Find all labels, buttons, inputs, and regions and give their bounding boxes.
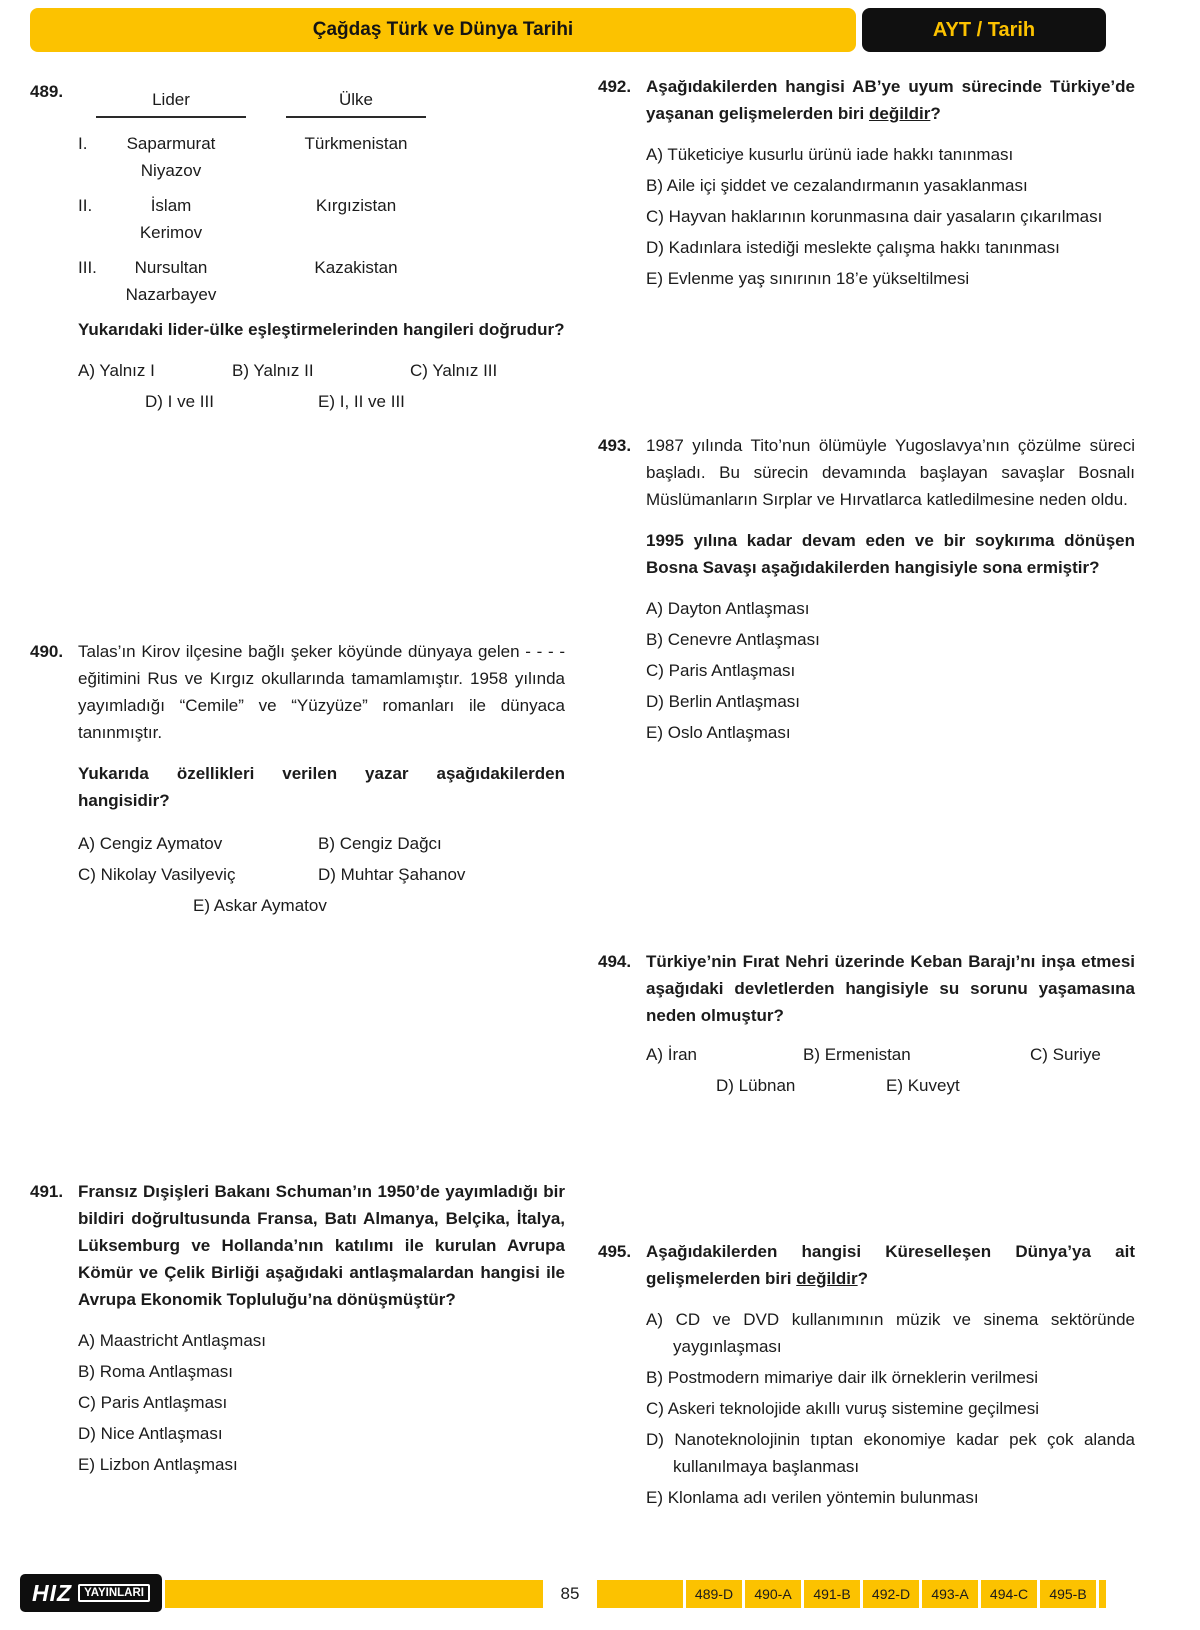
- page-number: 85: [543, 1580, 597, 1608]
- option-e: E) Askar Aymatov: [193, 896, 327, 915]
- question-number: 493.: [598, 436, 632, 455]
- question-text: [646, 1238, 1135, 1292]
- options-row: [78, 861, 565, 888]
- question-text: Türkiye’nin Fırat Nehri üzerinde Keban Barajı’nı inşa etmesi aşağıdaki devletlerden hangisiyle su sorunu yaşamasına neden olmuştur?: [646, 952, 1135, 1025]
- question-text-pre: Aşağıdakilerden hangisi Küreselleşen Dünya’ya ait gelişmelerden biri: [646, 1242, 1135, 1288]
- option-b: B) Cengiz Dağcı: [318, 834, 442, 853]
- question-490: [30, 638, 565, 919]
- options-row: [78, 830, 565, 857]
- question-number: 490.: [30, 642, 64, 661]
- exam-type-badge: [862, 8, 1106, 52]
- answer-key-entry: 489-D: [686, 1580, 742, 1608]
- option-c: C) Askeri teknolojide akıllı vuruş sistemine geçilmesi: [646, 1399, 1040, 1418]
- question-489: [30, 78, 565, 415]
- question-493: [598, 432, 1135, 746]
- question-491: [30, 1178, 565, 1478]
- question-number: 489.: [30, 82, 64, 101]
- question-number: 494.: [598, 952, 632, 971]
- option-b: B) Postmodern mimariye dair ilk örneklerin verilmesi: [646, 1368, 1039, 1387]
- question-text: Fransız Dışişleri Bakanı Schuman’ın 1950’de yayımladığı bir bildiri doğrultusunda Fransa, Batı Almanya, Belçika, İtalya, Lüksemburg ve Hollanda’nın katılımı ile kurulan Avrupa Kömür ve Çelik Birliği aşağıdaki antlaşmalardan hangisi ile Avrupa Ekonomik Topluluğu’na dönüşmüştür?: [78, 1182, 565, 1309]
- question-underlined-word: değildir: [868, 104, 931, 123]
- option-b: B) Aile içi şiddet ve cezalandırmanın yasaklanması: [646, 176, 1028, 195]
- question-text-pre: Aşağıdakilerden hangisi AB’ye uyum sürecinde Türkiye’de yaşanan gelişmelerden biri: [646, 77, 1135, 123]
- options-list: [646, 141, 1135, 292]
- options-row: [78, 892, 565, 919]
- leader-last-name: Nazarbayev: [125, 285, 217, 304]
- options-row: [646, 1041, 1135, 1068]
- question-body: [78, 86, 565, 415]
- option-e: E) Lizbon Antlaşması: [78, 1455, 238, 1474]
- header-title: Çağdaş Türk ve Dünya Tarihi: [312, 19, 574, 40]
- option-a: A) Maastricht Antlaşması: [78, 1331, 267, 1350]
- option-d: D) I ve III: [145, 392, 214, 411]
- option-b: B) Cenevre Antlaşması: [646, 630, 820, 649]
- question-text: Yukarıda özellikleri verilen yazar aşağıdakilerden hangisidir?: [78, 764, 565, 810]
- option-a: A) Yalnız I: [78, 361, 155, 380]
- question-text: 1995 yılına kadar devam eden ve bir soykırıma dönüşen Bosna Savaşı aşağıdakilerden hangisiyle sona ermiştir?: [646, 531, 1135, 577]
- answer-key-entry: 494-C: [981, 1580, 1037, 1608]
- leader-last-name: Kerimov: [139, 223, 203, 242]
- option-e: E) Oslo Antlaşması: [646, 723, 791, 742]
- question-number: 491.: [30, 1182, 64, 1201]
- question-number: 495.: [598, 1242, 632, 1261]
- logo-primary-text: HIZ: [32, 1579, 73, 1606]
- option-e: E) I, II ve III: [318, 392, 405, 411]
- option-b: B) Roma Antlaşması: [78, 1362, 233, 1381]
- table-row: [78, 130, 565, 184]
- answer-key-entry: 495-B: [1040, 1580, 1096, 1608]
- option-e: E) Evlenme yaş sınırının 18’e yükseltilmesi: [646, 269, 970, 288]
- row-numeral: II.: [78, 196, 93, 215]
- options-row: [78, 357, 565, 384]
- question-body: [646, 73, 1135, 292]
- leader-country-table: [78, 86, 565, 308]
- option-c: C) Nikolay Vasilyeviç: [78, 865, 236, 884]
- option-d: D) Nice Antlaşması: [78, 1424, 223, 1443]
- option-c: C) Paris Antlaşması: [646, 661, 796, 680]
- option-a: A) Cengiz Aymatov: [78, 834, 223, 853]
- country-name: Kırgızistan: [315, 196, 397, 215]
- country-name: Türkmenistan: [304, 134, 408, 153]
- table-header-leader: Lider: [96, 86, 246, 118]
- answer-key: [683, 1580, 1099, 1608]
- question-body: [78, 638, 565, 919]
- option-e: E) Kuveyt: [886, 1076, 960, 1095]
- row-numeral: III.: [78, 258, 97, 277]
- option-c: C) Paris Antlaşması: [78, 1393, 228, 1412]
- table-row: [78, 192, 565, 246]
- option-d: D) Muhtar Şahanov: [318, 865, 466, 884]
- option-c: C) Yalnız III: [410, 361, 498, 380]
- option-b: B) Ermenistan: [803, 1045, 911, 1064]
- answer-key-entry: 492-D: [863, 1580, 919, 1608]
- logo-secondary-text: YAYINLARI: [78, 1584, 150, 1602]
- question-492: [598, 73, 1135, 292]
- leader-first-name: Nursultan: [134, 258, 208, 277]
- option-c: C) Suriye: [1030, 1045, 1101, 1064]
- option-a: A) Tüketiciye kusurlu ürünü iade hakkı tanınması: [646, 145, 1014, 164]
- option-a: A) Dayton Antlaşması: [646, 599, 810, 618]
- question-underlined-word: değildir: [796, 1269, 858, 1288]
- question-495: [598, 1238, 1135, 1511]
- options-list: [78, 1327, 565, 1478]
- leader-last-name: Niyazov: [140, 161, 202, 180]
- question-intro: Talas’ın Kirov ilçesine bağlı şeker köyünde dünyaya gelen - - - - eğitimini Rus ve Kırgız okullarında tamamlamıştır. 1958 yılında yayımladığı “Cemile” ve “Yüzyüze” romanları ile dünyaca tanınmıştır.: [78, 642, 565, 742]
- options-row: [646, 1072, 1135, 1099]
- option-e: E) Klonlama adı verilen yöntemin bulunması: [646, 1488, 979, 1507]
- question-body: [646, 948, 1135, 1099]
- question-body: [78, 1178, 565, 1478]
- answer-key-entry: 491-B: [804, 1580, 860, 1608]
- question-intro: 1987 yılında Tito’nun ölümüyle Yugoslavya’nın çözülme süreci başladı. Bu sürecin devamında başlayan savaşlar Bosnalı Müslümanların Sırplar ve Hırvatlarca katledilmesine neden oldu.: [646, 436, 1135, 509]
- question-body: [646, 432, 1135, 746]
- option-c: C) Hayvan haklarının korunmasına dair yasaların çıkarılması: [646, 207, 1103, 226]
- option-d: D) Nanoteknolojinin tıptan ekonomiye kadar pek çok alanda kullanılmaya başlanması: [646, 1430, 1135, 1476]
- question-text-post: ?: [930, 104, 941, 123]
- publisher-logo: [20, 1574, 162, 1612]
- option-d: D) Berlin Antlaşması: [646, 692, 800, 711]
- option-b: B) Yalnız II: [232, 361, 314, 380]
- options-row: [78, 388, 565, 415]
- question-number: 492.: [598, 77, 632, 96]
- country-name: Kazakistan: [314, 258, 398, 277]
- options-list: [646, 595, 1135, 746]
- table-row: [78, 254, 565, 308]
- row-numeral: I.: [78, 134, 88, 153]
- leader-first-name: Saparmurat: [126, 134, 216, 153]
- table-header-country: Ülke: [286, 86, 426, 118]
- option-d: D) Kadınlara istediği meslekte çalışma hakkı tanınması: [646, 238, 1060, 257]
- option-a: A) CD ve DVD kullanımının müzik ve sinema sektöründe yaygınlaşması: [646, 1310, 1135, 1356]
- question-494: [598, 948, 1135, 1099]
- option-d: D) Lübnan: [716, 1076, 796, 1095]
- question-text-post: ?: [857, 1269, 869, 1288]
- table-header-row: [78, 86, 565, 118]
- option-a: A) İran: [646, 1045, 698, 1064]
- question-body: [646, 1238, 1135, 1511]
- question-text: Yukarıdaki lider-ülke eşleştirmelerinden hangileri doğrudur?: [78, 320, 565, 339]
- answer-key-entry: 490-A: [745, 1580, 801, 1608]
- leader-name: [96, 192, 246, 246]
- options-list: [646, 1306, 1135, 1511]
- header-banner: [30, 8, 856, 52]
- leader-name: [96, 254, 246, 308]
- leader-name: [96, 130, 246, 184]
- answer-key-entry: 493-A: [922, 1580, 978, 1608]
- exam-type-label: AYT / Tarih: [932, 18, 1036, 41]
- leader-first-name: İslam: [150, 196, 192, 215]
- question-text: [646, 73, 1135, 127]
